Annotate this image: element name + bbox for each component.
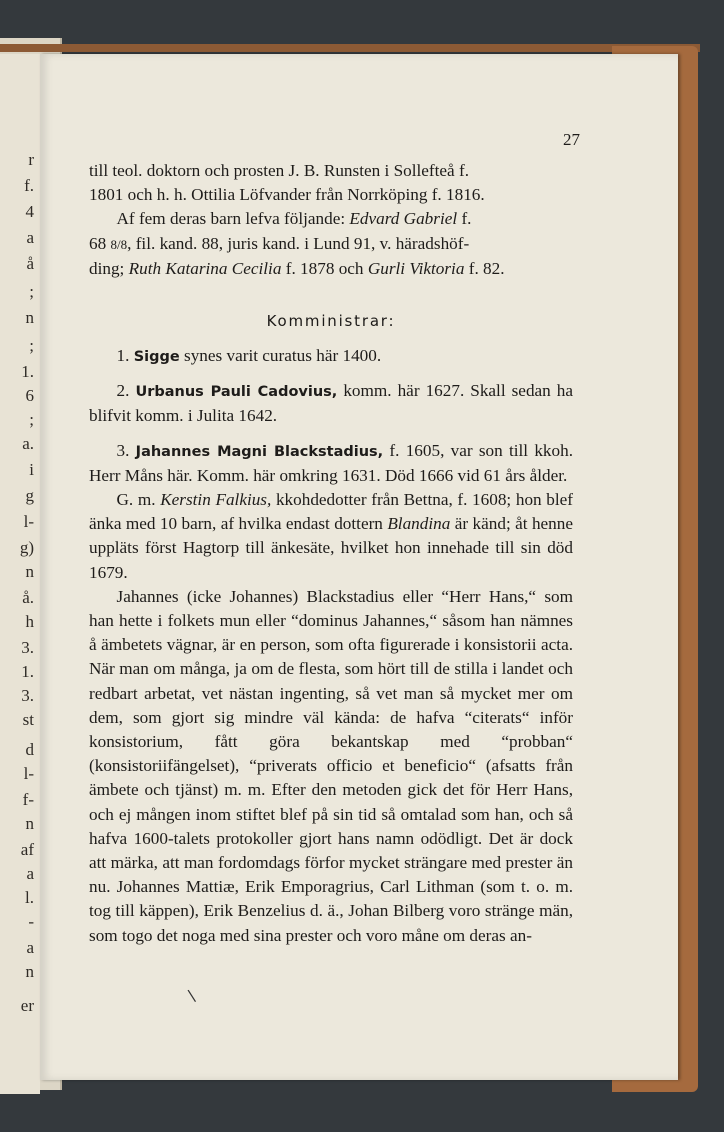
text: f. 1605, var son till kkoh. Herr Måns här. Komm. här omkring 1631. Död 1666 vid 61 års ålder. bbox=[89, 440, 573, 485]
margin-fragment: h bbox=[25, 612, 34, 631]
text: synes varit curatus här 1400. bbox=[179, 346, 382, 365]
margin-fragment: å. bbox=[22, 588, 34, 607]
line bbox=[89, 232, 573, 257]
text: Af fem deras barn lefva följande: bbox=[116, 209, 350, 229]
line bbox=[89, 183, 573, 207]
text-block-1 bbox=[89, 159, 573, 281]
stray-mark: \ bbox=[186, 985, 197, 1006]
person-name: Sigge bbox=[133, 349, 180, 365]
margin-fragment: a bbox=[26, 864, 34, 883]
margin-fragment: l- bbox=[23, 512, 34, 531]
text: 68 bbox=[89, 233, 111, 253]
person-name: Jahannes Magni Blackstadius, bbox=[135, 443, 384, 460]
margin-fragment: i bbox=[29, 460, 34, 479]
line bbox=[89, 257, 573, 281]
margin-fragment: l. bbox=[25, 888, 34, 907]
margin-fragment: a. bbox=[22, 434, 34, 453]
text: är känd; åt henne uppläts först Hagtorp till änkesäte, hvilket hon innehade till sin död 1679. bbox=[89, 514, 573, 582]
fraction: 8/8 bbox=[110, 236, 128, 252]
margin-fragment: er bbox=[20, 996, 34, 1015]
section-heading: Komministrar: bbox=[266, 312, 396, 330]
margin-fragment: af bbox=[20, 840, 34, 859]
margin-fragment: ; bbox=[29, 282, 34, 301]
text: ding; bbox=[89, 258, 129, 278]
margin-fragment: 4 bbox=[25, 202, 34, 221]
person-name: Urbanus Pauli Cadovius, bbox=[135, 384, 338, 401]
line bbox=[89, 207, 573, 231]
margin-fragment: d bbox=[25, 740, 34, 759]
margin-fragment: a bbox=[26, 938, 34, 957]
margin-fragment: 3. bbox=[21, 638, 34, 657]
person-name: Kerstin Falkius, bbox=[160, 490, 272, 510]
text: kkohdedotter från Bettna, f. 1608; hon blef änka med 10 barn, af hvilka endast dottern bbox=[89, 490, 573, 534]
margin-fragment: g) bbox=[19, 538, 34, 557]
text: G. m. bbox=[116, 490, 161, 510]
text: f. 82. bbox=[464, 258, 505, 278]
margin-fragment: 1. bbox=[21, 362, 34, 381]
margin-fragment: f- bbox=[22, 790, 34, 809]
margin-fragment: ; bbox=[29, 336, 34, 355]
text: , fil. kand. 88, juris kand. i Lund 91, v. häradshöf- bbox=[127, 233, 470, 253]
margin-fragment: a bbox=[26, 228, 34, 247]
margin-fragment: 3. bbox=[21, 686, 34, 705]
margin-fragment: n bbox=[25, 562, 34, 581]
text: 1801 och h. h. Ottilia Löfvander från Norrköping f. 1816. bbox=[89, 185, 485, 205]
person-name: Blandina bbox=[387, 514, 451, 534]
entry-2 bbox=[89, 379, 573, 428]
book-cover-band bbox=[0, 44, 700, 52]
book-page bbox=[40, 54, 678, 1080]
margin-fragment: 1. bbox=[21, 662, 34, 681]
entry-number: 2. bbox=[116, 381, 136, 401]
text: f. 1878 och bbox=[281, 258, 368, 278]
entry-number: 3. bbox=[116, 440, 136, 460]
margin-fragment: n bbox=[25, 814, 34, 833]
margin-fragment: ; bbox=[29, 410, 34, 429]
line bbox=[89, 159, 573, 183]
person-name: Gurli Viktoria bbox=[367, 258, 465, 278]
person-name: Edvard Gabriel bbox=[349, 209, 458, 229]
text: komm. här 1627. Skall sedan ha blifvit komm. i Julita 1642. bbox=[89, 381, 574, 426]
margin-fragment: l- bbox=[23, 764, 34, 783]
margin-fragment: n bbox=[25, 962, 34, 981]
text: till teol. doktorn och prosten J. B. Runsten i Sollefteå f. bbox=[89, 161, 469, 180]
entry-3 bbox=[89, 439, 573, 488]
margin-fragment: å bbox=[26, 254, 34, 273]
entry-number: 1. bbox=[116, 346, 134, 365]
spouse-paragraph bbox=[89, 488, 573, 585]
margin-fragment: n bbox=[25, 308, 34, 327]
long-paragraph: Jahannes (icke Johannes) Blackstadius eller “Herr Hans,“ som han hette i folkets mun eller “dominus Jahannes,“ såsom han nämnes å ämbetets vägnar, är en person, som ofta figurerade i konsistorii acta. När man om många, ja om de flesta, som hört till de stilla i landet och redbart arbetat, vet nästan ingenting, så vet man så mycket mer om dem, som gjort sig mindre väl kända: de hafva “citerats“ inför konsistorium, fått göra bekantskap med “probban“ (konsistoriifängelset), “priverats officio et beneficio“ (afsatts från ämbete och tjänst) m. m. Efter den metoden gick det för Herr Hans, och ej mången inom stiftet blef på sin tid så omtalad som han, och så hafva 1600-talets protokoller gjort hans namn odödligt. Det är dock att märka, att man fordomdags förfor mycket strängare med prester än nu. Johannes Mattiæ, Erik Emporagrius, Carl Lithman (som t. o. m. tog till käppen), Erik Benzelius d. ä., Johan Bilberg voro stränge män, som togo det noga med sina prester och voro måne om deras an- bbox=[89, 586, 573, 945]
person-name: Ruth Katarina Cecilia bbox=[128, 258, 282, 278]
margin-fragment: g bbox=[25, 486, 34, 505]
page-number: 27 bbox=[563, 130, 580, 149]
margin-fragment: - bbox=[28, 912, 34, 931]
entry-1 bbox=[89, 344, 573, 369]
margin-fragment: r bbox=[28, 150, 34, 169]
margin-fragment: st bbox=[22, 710, 34, 729]
margin-fragment: 6 bbox=[25, 386, 34, 405]
text: f. bbox=[457, 209, 472, 229]
margin-fragment: f. bbox=[24, 176, 34, 195]
text-block-2 bbox=[89, 344, 573, 948]
facing-page-margin bbox=[0, 54, 40, 1094]
